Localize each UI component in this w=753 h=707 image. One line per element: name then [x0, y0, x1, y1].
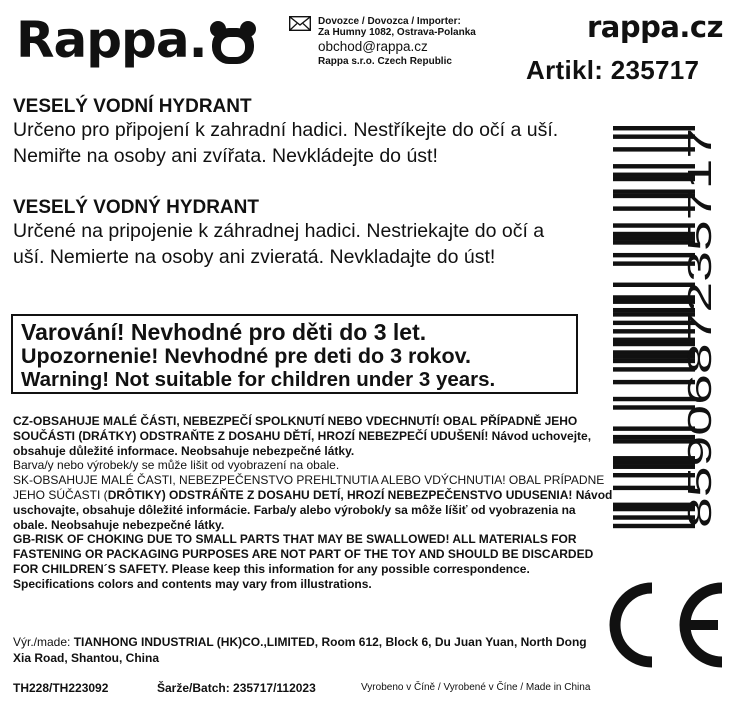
importer-company: Rappa s.r.o. Czech Republic — [318, 56, 452, 67]
warning-cz: Varování! Nevhodné pro děti do 3 let. — [21, 319, 427, 345]
warning-sk: Upozornenie! Nevhodné pre deti do 3 rokov. — [21, 344, 471, 368]
country-of-origin: Vyrobeno v Číně / Vyrobené v Číne / Made in China — [361, 682, 591, 693]
sk-hazard-cont: ) ODSTRÁŇTE Z DOSAHU DETÍ, HROZÍ NEBEZPEČENSTVO UDUSENIA! Návod uschovajte, obsahuje dôležité informácie. Farba/y alebo výrobok/y sa môže líšiť od vyobrazenia na obale. Neobsahuje nebezpečné látky. — [13, 487, 613, 532]
website: rappa.cz — [586, 10, 723, 44]
barcode — [613, 124, 725, 532]
warning-box — [11, 314, 578, 394]
bear-head-icon — [209, 20, 257, 66]
sk-hazard: SK-OBSAHUJE MALÉ ČASTI, NEBEZPEČENSTVO PREHLTNUTIA ALEBO VDÝCHNUTIA! OBAL PRÍPADNE JEHO SÚČASTI ( — [13, 473, 605, 502]
importer-email: obchod@rappa.cz — [318, 39, 428, 54]
product-codes: TH228/TH223092 — [13, 681, 109, 695]
importer-label: Dovozce / Dovozca / Importer: — [318, 16, 461, 27]
cz-hazard-cont: ODSTRAŇTE Z DOSAHU DĚTÍ, HROZÍ NEBEZPEČÍ UDUŠENÍ! Návod uchovejte, obsahuje důležité informace. Neobsahuje nebezpečné látky. — [13, 428, 592, 458]
maker-text: TIANHONG INDUSTRIAL (HK)CO.,LIMITED, Room 612, Block 6, Du Juan Yuan, North Dong Xia Road, Shantou, China — [13, 635, 587, 665]
sk-wires: DRÔTIKY — [107, 487, 162, 502]
manufacturer — [13, 634, 603, 666]
fine-print-gb: GB-RISK OF CHOKING DUE TO SMALL PARTS THAT MAY BE SWALLOWED! ALL MATERIALS FOR FASTENING OR PACKAGING PURPOSES ARE NOT PART OF THE TOY AND SHOULD BE DISCARDED FOR CHILDREN´S SAFETY. Please keep this information for any possible correspondence. Specifications colors and contents may vary from illustrations. — [13, 532, 594, 591]
cz-text: Určeno pro připojení k zahradní hadici. Nestříkejte do očí a uší. Nemiřte na osoby ani zvířata. Nevkládejte do úst! — [13, 119, 559, 167]
cz-color-note: Barva/y nebo výrobek/y se může lišit od vyobrazení na obale. — [13, 458, 340, 473]
fine-print-cz — [13, 414, 613, 458]
ce-mark-icon — [600, 580, 730, 670]
sk-title: VESELÝ VODNÝ HYDRANT — [13, 197, 259, 218]
envelope-icon — [289, 16, 311, 31]
cz-title: VESELÝ VODNÍ HYDRANT — [13, 96, 252, 117]
cz-hazard: CZ-OBSAHUJE MALÉ ČÁSTI, NEBEZPEČÍ SPOLKNUTÍ NEBO VDECHNUTÍ! OBAL PŘÍPADNĚ JEHO SOUČÁSTI (DRÁTKY) — [13, 414, 578, 443]
logo-text: Rappa. — [16, 11, 207, 69]
barcode-digits: 8590687235717 — [681, 289, 718, 528]
fine-print-sk — [13, 473, 613, 532]
sk-text: Určené na pripojenie k záhradnej hadici. Nestriekajte do očí a uší. Nemierte na osoby ani zvieratá. Nevkladajte do úst! — [13, 220, 545, 268]
rappa-logo — [16, 10, 257, 70]
article-number: Artikl: 235717 — [526, 55, 700, 85]
fine-print — [13, 414, 613, 592]
importer-address: Za Humny 1082, Ostrava-Polanka — [318, 27, 476, 38]
warning-en: Warning! Not suitable for children under 3 years. — [21, 368, 496, 391]
importer-block — [318, 16, 476, 67]
batch-number: Šarže/Batch: 235717/112023 — [157, 681, 316, 695]
maker-label: Výr./made: — [13, 635, 71, 649]
